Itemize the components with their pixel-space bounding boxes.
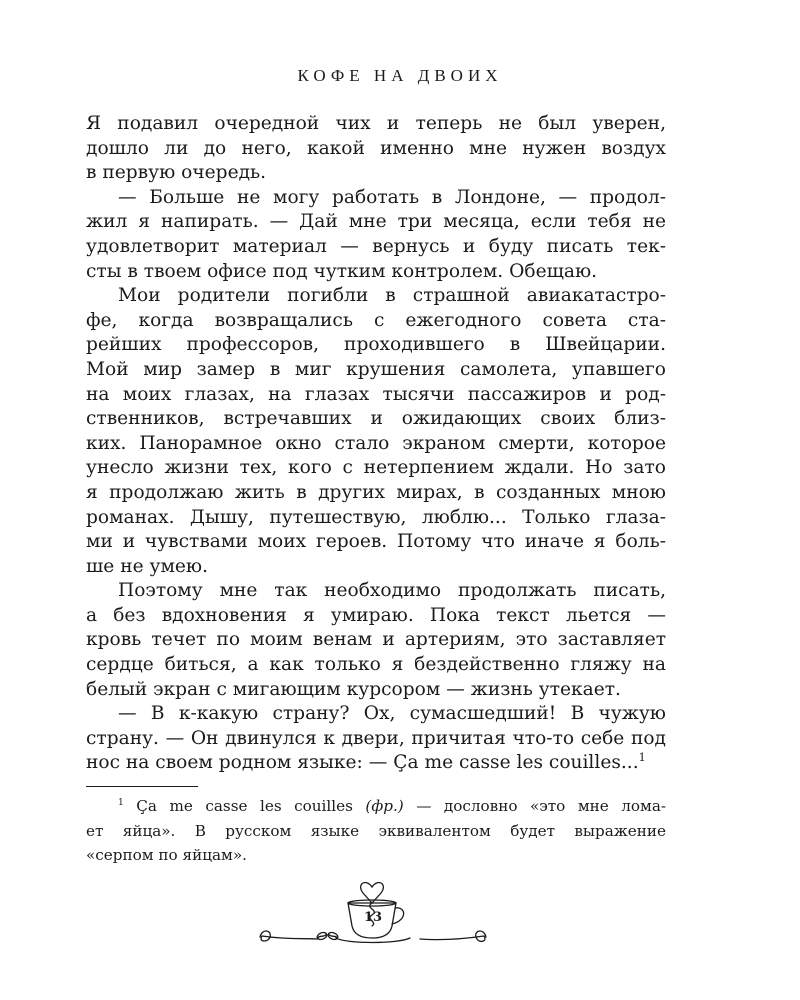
- text-line: на моих глазах, на глазах тысячи пассажиров и род-: [86, 383, 666, 405]
- text-line: удовлетворит материал — вернусь и буду писать тек-: [86, 235, 666, 257]
- saucer-icon: [336, 938, 410, 943]
- footnote-line: «серпом по яйцам».: [86, 846, 247, 864]
- coffee-bean-crease: [318, 935, 326, 938]
- page-number: 13: [363, 910, 383, 925]
- text-line: унесло жизни тех, кого с нетерпением ждали. Но зато: [86, 457, 666, 479]
- text-line: — Больше не могу работать в Лондоне, — продол-: [118, 186, 666, 208]
- flourish-right: [420, 931, 486, 941]
- text-line: нос на своем родном языке: — Ça me casse les couilles...: [86, 752, 639, 774]
- footnote-language: (фр.): [365, 797, 404, 815]
- text-line: а без вдохновения я умираю. Пока текст льется —: [86, 604, 666, 626]
- flourish-left: [260, 931, 318, 941]
- text-line: ственников, встречавших и ожидающих своих близ-: [86, 408, 666, 430]
- text-line: я продолжаю жить в других мирах, в созданных мною: [86, 481, 666, 503]
- footnote: [86, 794, 666, 868]
- text-line: сердце биться, а как только я бездейственно гляжу на: [86, 654, 666, 676]
- body-text: [86, 112, 666, 776]
- text-line: ми и чувствами моих героев. Потому что иначе я боль-: [86, 531, 666, 553]
- footnote-line: ет яйца». В русском языке эквивалентом будет выражение: [86, 821, 666, 840]
- footnote-text: — дословно «это мне лома-: [403, 797, 667, 815]
- coffee-cup-ornament: [0, 860, 800, 960]
- text-line: романах. Дышу, путешествую, люблю... Только глаза-: [86, 506, 666, 528]
- text-line: фе, когда возвращались с ежегодного совета ста-: [86, 309, 666, 331]
- text-line: ких. Панорамное окно стало экраном смерти, которое: [86, 432, 666, 454]
- footnote-line: [86, 794, 666, 819]
- text-line: белый экран с мигающим курсором — жизнь утекает.: [86, 678, 621, 700]
- text-line: кровь течет по моим венам и артериям, это заставляет: [86, 629, 666, 651]
- text-line: страну. — Он двинулся к двери, причитая что-то себе под: [86, 727, 666, 749]
- text-line: Поэтому мне так необходимо продолжать писать,: [118, 580, 666, 602]
- coffee-bean-crease: [329, 935, 337, 938]
- footnote-phrase: Ça me casse les couilles: [136, 797, 353, 815]
- text-line: Мой мир замер в миг крушения самолета, упавшего: [86, 358, 666, 380]
- running-title: КОФЕ НА ДВОИХ: [297, 66, 503, 85]
- text-line: рейших профессоров, проходившего в Швейцарии.: [86, 334, 666, 356]
- text-line: ше не умею.: [86, 555, 209, 577]
- text-line: дошло ли до него, какой именно мне нужен воздух: [86, 137, 666, 159]
- text-line: в первую очередь.: [86, 162, 267, 184]
- text-line: сты в твоем офисе под чутким контролем. Обещаю.: [86, 260, 598, 282]
- footnote-marker: 1: [118, 797, 124, 808]
- text-line-with-footnote-ref: [86, 751, 666, 776]
- footnote-reference: 1: [638, 751, 646, 765]
- text-line: — В к-какую страну? Ох, сумасшедший! В чужую: [118, 703, 666, 725]
- text-line: Я подавил очередной чих и теперь не был уверен,: [86, 113, 666, 134]
- footnote-separator: [86, 786, 198, 787]
- text-line: жил я напирать. — Дай мне три месяца, если тебя не: [86, 211, 666, 233]
- text-line: Мои родители погибли в страшной авиакатастро-: [118, 285, 666, 307]
